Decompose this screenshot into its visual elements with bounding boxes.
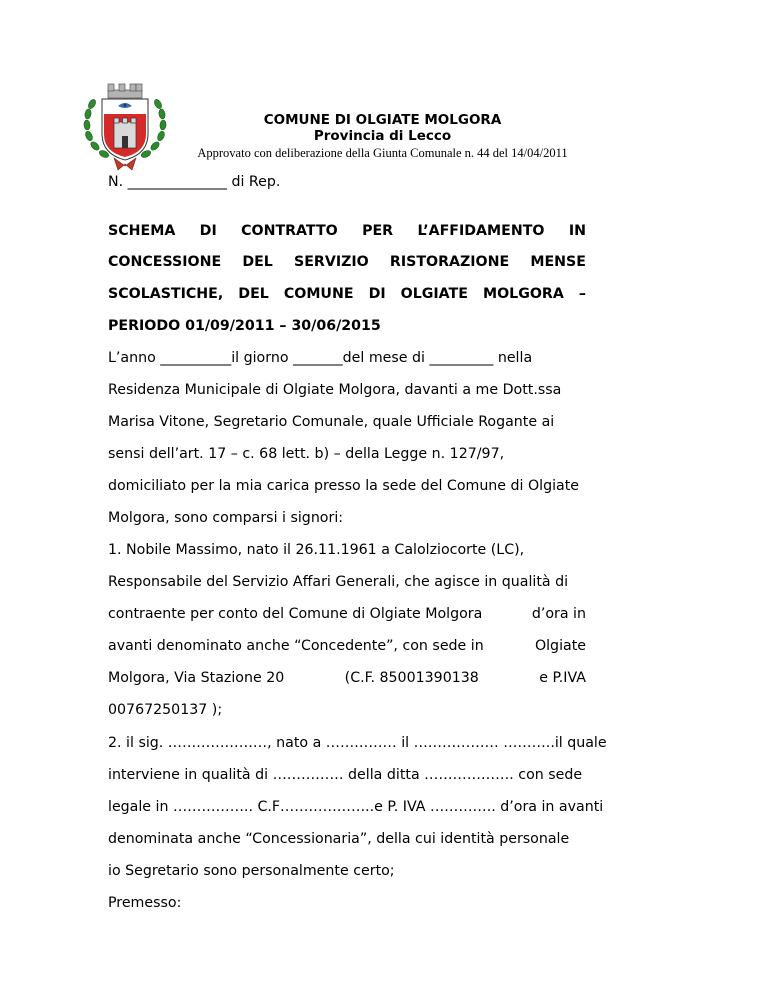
title-word: CONTRATTO [241, 223, 338, 239]
title-word: COMUNE [283, 286, 354, 302]
title-word: DI [368, 286, 386, 302]
title-word: DI [199, 223, 217, 239]
body-line: Molgora, sono comparsi i signori: [108, 510, 344, 526]
body-line [108, 669, 586, 687]
body-text: Molgora, Via Stazione 20 [108, 670, 285, 686]
body-line: domiciliato per la mia carica presso la sede del Comune di Olgiate [108, 478, 580, 494]
body-text: d’ora in [531, 606, 586, 622]
title-word: OLGIATE [400, 286, 468, 302]
body-text: Olgiate [534, 638, 586, 654]
body-line: sensi dell’art. 17 – c. 68 lett. b) – della Legge n. 127/97, [108, 446, 505, 462]
body-line: Marisa Vitone, Segretario Comunale, quale Ufficiale Rogante ai [108, 414, 555, 430]
title-word: IN [568, 223, 586, 239]
comune-name: COMUNE DI OLGIATE MOLGORA [263, 112, 502, 128]
document-header [175, 112, 590, 162]
title-word: MOLGORA [482, 286, 564, 302]
body-line: io Segretario sono personalmente certo; [108, 863, 395, 879]
body-line: legale in …………….. C.F………………..e P. IVA ………….. d’ora in avanti [108, 799, 604, 815]
title-word: – [578, 286, 586, 302]
title-word: MENSE [530, 254, 586, 270]
body-text: avanti denominato anche “Concedente”, con sede in [108, 638, 484, 654]
body-line: 00767250137 ); [108, 702, 223, 718]
title-word: SCOLASTICHE, [108, 286, 224, 302]
premesso-heading: Premesso: [108, 895, 182, 911]
title-word: DEL [242, 254, 273, 270]
title-line-1 [108, 222, 586, 240]
title-word: L’AFFIDAMENTO [417, 223, 545, 239]
title-word: SCHEMA [108, 223, 176, 239]
body-line: denominata anche “Concessionaria”, della cui identità personale [108, 831, 570, 847]
title-word: DEL [238, 286, 269, 302]
body-line: Responsabile del Servizio Affari Generali, che agisce in qualità di [108, 574, 569, 590]
title-word: PER [362, 223, 394, 239]
body-text: contraente per conto del Comune di Olgiate Molgora [108, 606, 483, 622]
approval-note: Approvato con deliberazione della Giunta Comunale n. 44 del 14/04/2011 [197, 146, 568, 160]
body-line: 2. il sig. …………………, nato a …………… il ……………… ………..il quale [108, 735, 607, 751]
provincia-name: Provincia di Lecco [313, 128, 452, 144]
rep-number-line: N. ______________ di Rep. [108, 174, 281, 190]
title-word: SERVIZIO [294, 254, 369, 270]
body-line [108, 637, 586, 655]
title-word: CONCESSIONE [108, 254, 222, 270]
body-line [108, 349, 586, 367]
title-line-3 [108, 285, 586, 303]
body-line: 1. Nobile Massimo, nato il 26.11.1961 a Calolziocorte (LC), [108, 542, 525, 558]
body-line: interviene in qualità di …………… della ditta ………………. con sede [108, 767, 583, 783]
title-line-4: PERIODO 01/09/2011 – 30/06/2015 [108, 318, 381, 334]
body-line [108, 605, 586, 623]
body-line: Residenza Municipale di Olgiate Molgora, davanti a me Dott.ssa [108, 382, 562, 398]
coat-of-arms-icon [78, 76, 172, 174]
comune-coat-of-arms [78, 76, 172, 174]
body-text: (C.F. 85001390138 [344, 670, 479, 686]
title-word: RISTORAZIONE [389, 254, 510, 270]
body-text: L’anno __________il giorno _______del mese di _________ nella [108, 350, 533, 366]
body-text: e P.IVA [539, 670, 586, 686]
title-line-2 [108, 253, 586, 271]
